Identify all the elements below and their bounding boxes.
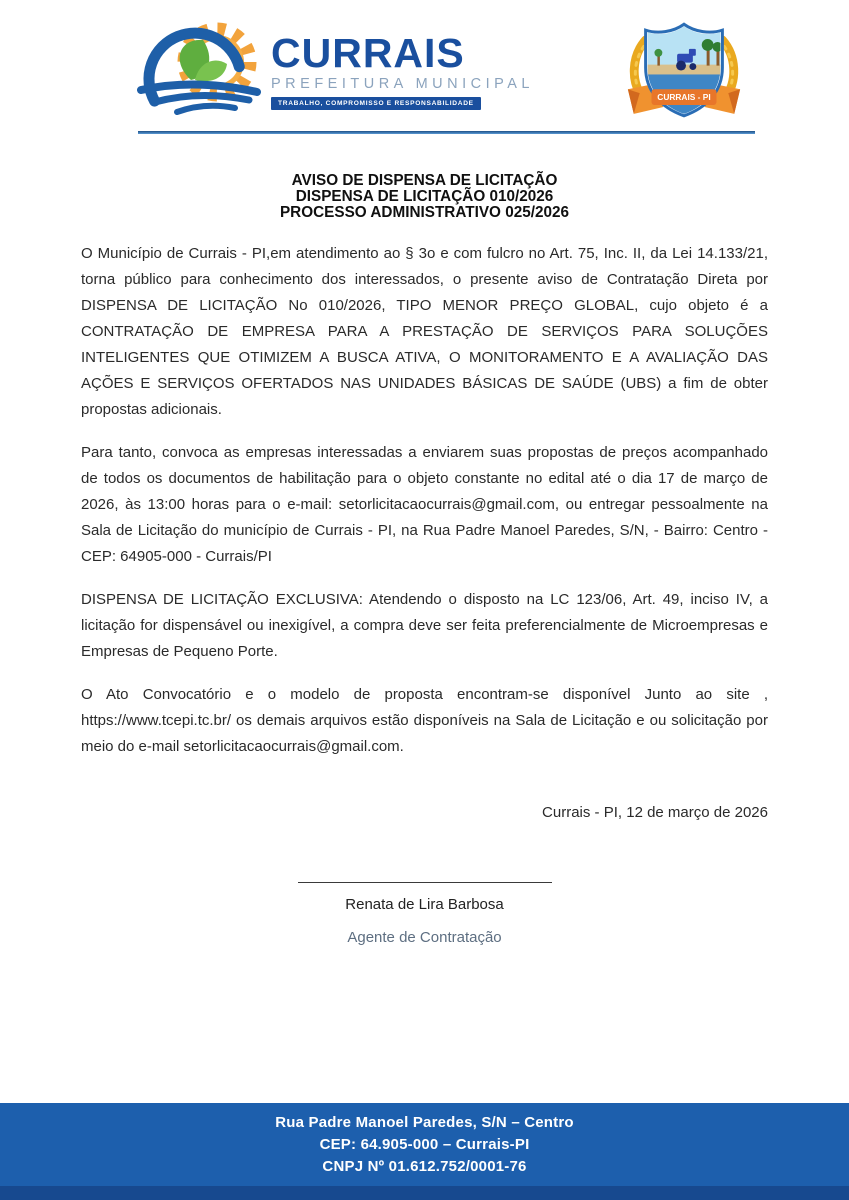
footer-cnpj: CNPJ Nº 01.612.752/0001-76	[322, 1157, 527, 1175]
paragraph-documents: O Ato Convocatório e o modelo de proposta encontram-se disponível Junto ao site , https://www.tcepi.tc.br/ os demais arquivos estão disponíveis na Sala de Licitação e ou solicitação por meio do e-mail setorlicitacaocurrais@gmail.com.	[81, 686, 768, 755]
footer-bottom-strip	[0, 1186, 849, 1200]
title-line-3: PROCESSO ADMINISTRATIVO 025/2026	[279, 203, 570, 221]
signature-line	[298, 882, 552, 883]
document-title	[0, 173, 849, 221]
document-header	[0, 0, 849, 132]
signer-name: Renata de Lira Barbosa	[345, 896, 504, 913]
footer-address: Rua Padre Manoel Paredes, S/N – Centro	[275, 1113, 574, 1131]
logo-text-block	[271, 27, 534, 110]
logo-subtitle: PREFEITURA MUNICIPAL	[271, 75, 534, 92]
title-line-1: AVISO DE DISPENSA DE LICITAÇÃO	[291, 172, 558, 189]
signature-block	[81, 882, 768, 951]
sun-leaves-logo-icon	[133, 18, 265, 118]
municipality-logo	[133, 18, 534, 118]
signer-role: Agente de Contratação	[347, 929, 502, 946]
logo-tagline-banner: TRABALHO, COMPROMISSO E RESPONSABILIDADE	[271, 97, 481, 110]
header-divider	[138, 131, 755, 134]
logo-title: CURRAIS	[271, 29, 465, 76]
paragraph-proposals: Para tanto, convoca as empresas interessadas a enviarem suas propostas de preços acompanhado de todos os documentos de habilitação para o objeto constante no edital até o dia 17 de março de 2026, às 13:00 horas para o e-mail: setorlicitacaocurrais@gmail.com, ou entregar pessoalmente na Sala de Licitação do município de Currais - PI, na Rua Padre Manoel Paredes, S/N, - Bairro: Centro - CEP: 64905-000 - Currais/PI	[81, 444, 768, 565]
coat-of-arms-icon	[620, 20, 748, 124]
document-body	[81, 241, 768, 951]
document-footer	[0, 1103, 849, 1200]
footer-cep: CEP: 64.905-000 – Currais-PI	[319, 1135, 530, 1153]
dateline: Currais - PI, 12 de março de 2026	[542, 804, 768, 821]
title-line-2: DISPENSA DE LICITAÇÃO 010/2026	[295, 187, 554, 205]
paragraph-exclusive: DISPENSA DE LICITAÇÃO EXCLUSIVA: Atendendo o disposto na LC 123/06, Art. 49, inciso IV, a licitação for dispensável ou inexigível, a compra deve ser feita preferencialmente de Microempresas e Empresas de Pequeno Porte.	[81, 591, 768, 660]
footer-banner	[0, 1103, 849, 1186]
paragraph-object: O Município de Currais - PI,em atendimento ao § 3o e com fulcro no Art. 75, Inc. II, da Lei 14.133/21, torna público para conhecimento dos interessados, o presente aviso de Contratação Direta por DISPENSA DE LICITAÇÃO No 010/2026, TIPO MENOR PREÇO GLOBAL, cujo objeto é a CONTRATAÇÃO DE EMPRESA PARA A PRESTAÇÃO DE SERVIÇOS PARA SOLUÇÕES INTELIGENTES QUE OTIMIZEM A BUSCA ATIVA, O MONITORAMENTO E A AVALIAÇÃO DAS AÇÕES E SERVIÇOS OFERTADOS NAS UNIDADES BÁSICAS DE SAÚDE (UBS) a fim de obter propostas adicionais.	[81, 245, 768, 418]
crest-ribbon-label: CURRAIS - PI	[657, 92, 711, 103]
